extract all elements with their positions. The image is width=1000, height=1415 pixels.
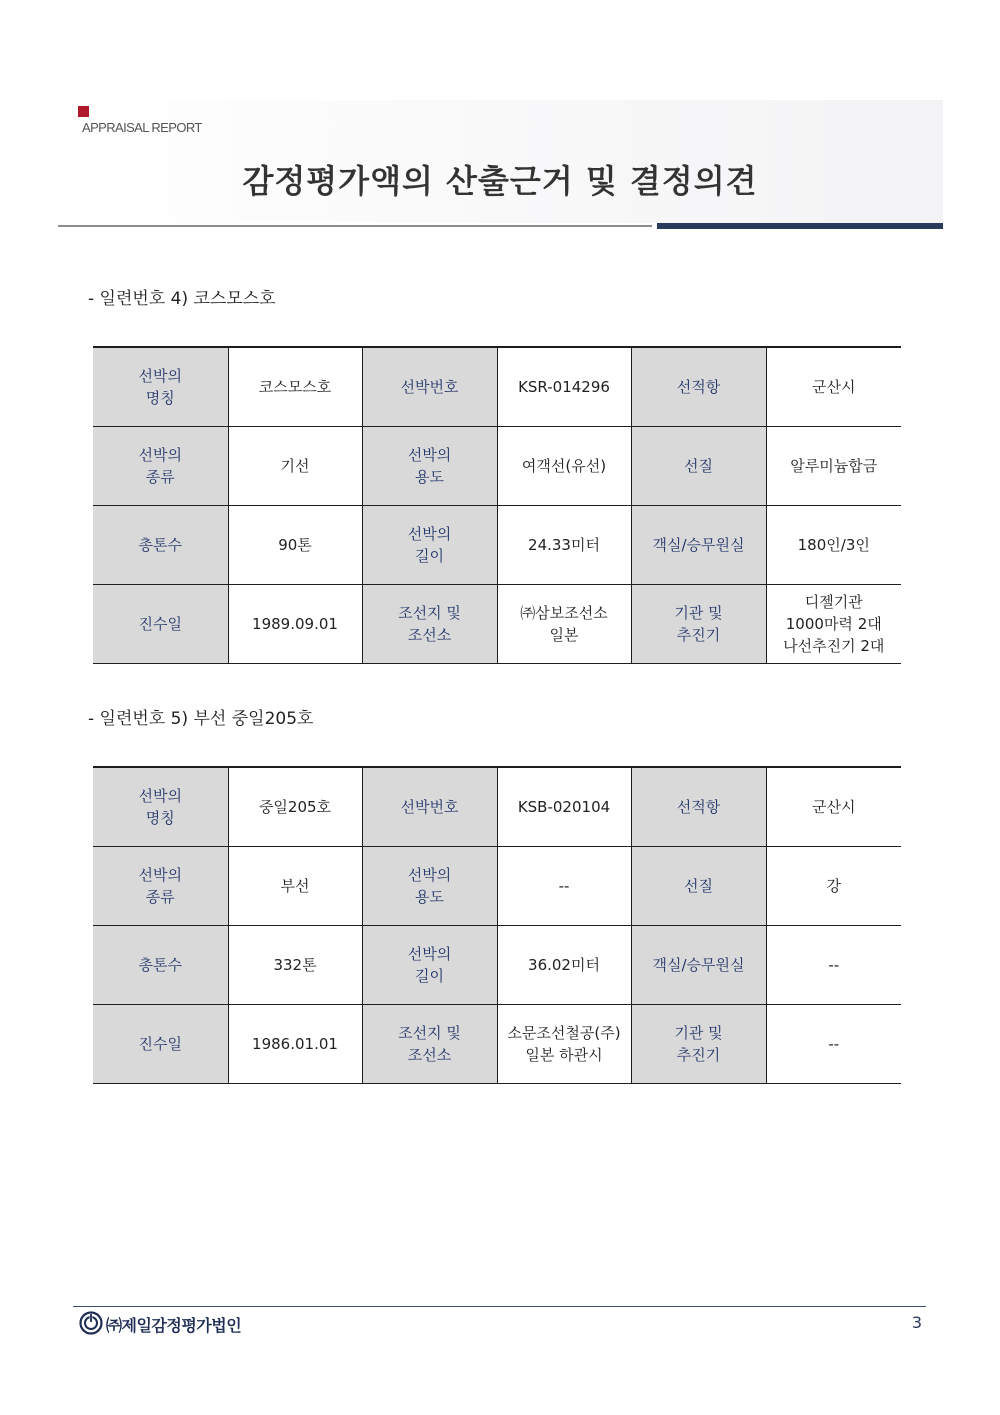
value-cell: -- (497, 847, 631, 926)
label-cell: 선질 (631, 427, 766, 506)
brand-square-icon (78, 106, 89, 117)
label-cell: 총톤수 (93, 506, 228, 585)
label-cell: 객실/승무원실 (631, 926, 766, 1005)
label-cell: 선박번호 (362, 767, 497, 847)
label-cell: 진수일 (93, 1005, 228, 1084)
footer-company-name: ㈜제일감정평가법인 (106, 1316, 242, 1335)
label-cell: 선박의 길이 (362, 506, 497, 585)
value-cell: ㈜삼보조선소 일본 (497, 585, 631, 664)
value-cell: 180인/3인 (766, 506, 901, 585)
label-cell: 조선지 및 조선소 (362, 585, 497, 664)
label-cell: 선박의 명칭 (93, 347, 228, 427)
table-row (93, 767, 901, 847)
label-cell: 선박의 용도 (362, 427, 497, 506)
label-cell: 선박의 종류 (93, 847, 228, 926)
label-cell: 선적항 (631, 347, 766, 427)
label-cell: 선박의 명칭 (93, 767, 228, 847)
value-cell: 부선 (228, 847, 362, 926)
table-row (93, 847, 901, 926)
table-row (93, 1005, 901, 1084)
table-row (93, 506, 901, 585)
header-divider-thick (657, 223, 943, 229)
label-cell: 객실/승무원실 (631, 506, 766, 585)
section-heading-5: - 일련번호 5) 부선 중일205호 (88, 709, 314, 729)
value-cell: 1986.01.01 (228, 1005, 362, 1084)
value-cell: -- (766, 926, 901, 1005)
value-cell: 소문조선철공(주) 일본 하관시 (497, 1005, 631, 1084)
value-cell: 24.33미터 (497, 506, 631, 585)
value-cell: 코스모스호 (228, 347, 362, 427)
brand-label: APPRAISAL REPORT (82, 120, 202, 135)
value-cell: 중일205호 (228, 767, 362, 847)
table-row (93, 585, 901, 664)
value-cell: 디젤기관 1000마력 2대 나선추진기 2대 (766, 585, 901, 664)
footer-divider (73, 1306, 926, 1307)
table-row (93, 926, 901, 1005)
label-cell: 기관 및 추진기 (631, 585, 766, 664)
table-row (93, 427, 901, 506)
label-cell: 선박번호 (362, 347, 497, 427)
value-cell: 332톤 (228, 926, 362, 1005)
table-row (93, 347, 901, 427)
value-cell: KSB-020104 (497, 767, 631, 847)
label-cell: 진수일 (93, 585, 228, 664)
value-cell: 군산시 (766, 767, 901, 847)
value-cell: -- (766, 1005, 901, 1084)
value-cell: 군산시 (766, 347, 901, 427)
label-cell: 총톤수 (93, 926, 228, 1005)
value-cell: 90톤 (228, 506, 362, 585)
label-cell: 기관 및 추진기 (631, 1005, 766, 1084)
value-cell: KSR-014296 (497, 347, 631, 427)
value-cell: 1989.09.01 (228, 585, 362, 664)
value-cell: 기선 (228, 427, 362, 506)
page-title: 감정평가액의 산출근거 및 결정의견 (242, 162, 758, 200)
value-cell: 알루미늄합금 (766, 427, 901, 506)
section-heading-4: - 일련번호 4) 코스모스호 (88, 289, 276, 309)
ship-spec-table-4 (93, 346, 901, 664)
ship-spec-table-5 (93, 766, 901, 1084)
page-number: 3 (911, 1313, 922, 1332)
value-cell: 36.02미터 (497, 926, 631, 1005)
label-cell: 선박의 길이 (362, 926, 497, 1005)
value-cell: 강 (766, 847, 901, 926)
label-cell: 선박의 용도 (362, 847, 497, 926)
label-cell: 선적항 (631, 767, 766, 847)
label-cell: 선박의 종류 (93, 427, 228, 506)
label-cell: 조선지 및 조선소 (362, 1005, 497, 1084)
header-divider-thin (58, 225, 652, 227)
company-logo-icon (79, 1311, 103, 1335)
value-cell: 여객선(유선) (497, 427, 631, 506)
label-cell: 선질 (631, 847, 766, 926)
